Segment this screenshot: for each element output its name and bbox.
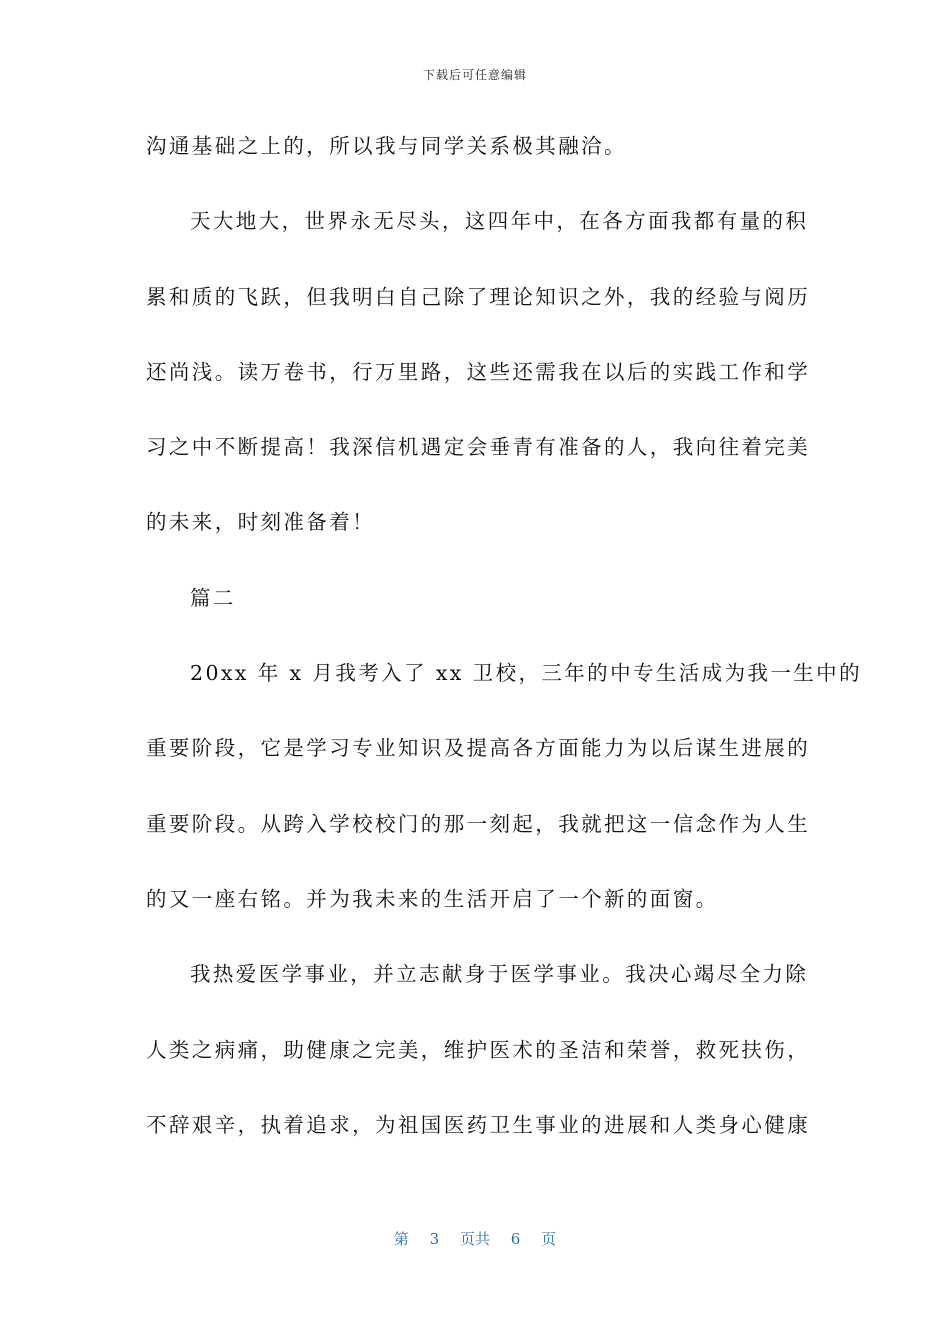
text-line: 不辞艰辛，执着追求，为祖国医药卫生事业的进展和人类身心健康 [146, 1112, 811, 1137]
text-line: 的又一座右铭。并为我未来的生活开启了一个新的面窗。 [146, 886, 719, 911]
text-line: 沟通基础之上的，所以我与同学关系极其融洽。 [146, 134, 627, 158]
text-line: 还尚浅。读万卷书，行万里路，这些还需我在以后的实践工作和学 [146, 359, 811, 384]
text-line: 天大地大，世界永无尽头，这四年中，在各方面我都有量的积 [190, 209, 809, 234]
section-heading: 篇二 [190, 585, 236, 610]
text-line: 重要阶段。从跨入学校校门的那一刻起，我就把这一信念作为人生 [146, 811, 811, 836]
footer-total-pages: 6 [510, 1230, 521, 1248]
text-line: 人类之病痛，助健康之完美，维护医术的圣洁和荣誉，救死扶伤， [146, 1037, 811, 1062]
page-footer [0, 1228, 950, 1249]
header-note: 下载后可任意编辑 [422, 68, 527, 82]
document-body [146, 124, 862, 1178]
footer-ye-gong: 页共 [459, 1230, 490, 1248]
text-line: 习之中不断提高！我深信机遇定会垂青有准备的人，我向往着完美 [146, 435, 811, 460]
text-line: 的未来，时刻准备着！ [146, 510, 375, 535]
text-line: 累和质的飞跃，但我明白自己除了理论知识之外，我的经验与阅历 [146, 284, 811, 309]
footer-di: 第 [393, 1230, 409, 1248]
footer-ye: 页 [541, 1230, 557, 1248]
footer-current-page: 3 [429, 1230, 440, 1248]
text-line: 重要阶段，它是学习专业知识及提高各方面能力为以后谋生进展的 [146, 736, 811, 761]
text-line: 20xx 年 x 月我考入了 xx 卫校，三年的中专生活成为我一生中的 [190, 661, 862, 686]
text-line: 我热爱医学事业，并立志献身于医学事业。我决心竭尽全力除 [190, 962, 809, 987]
